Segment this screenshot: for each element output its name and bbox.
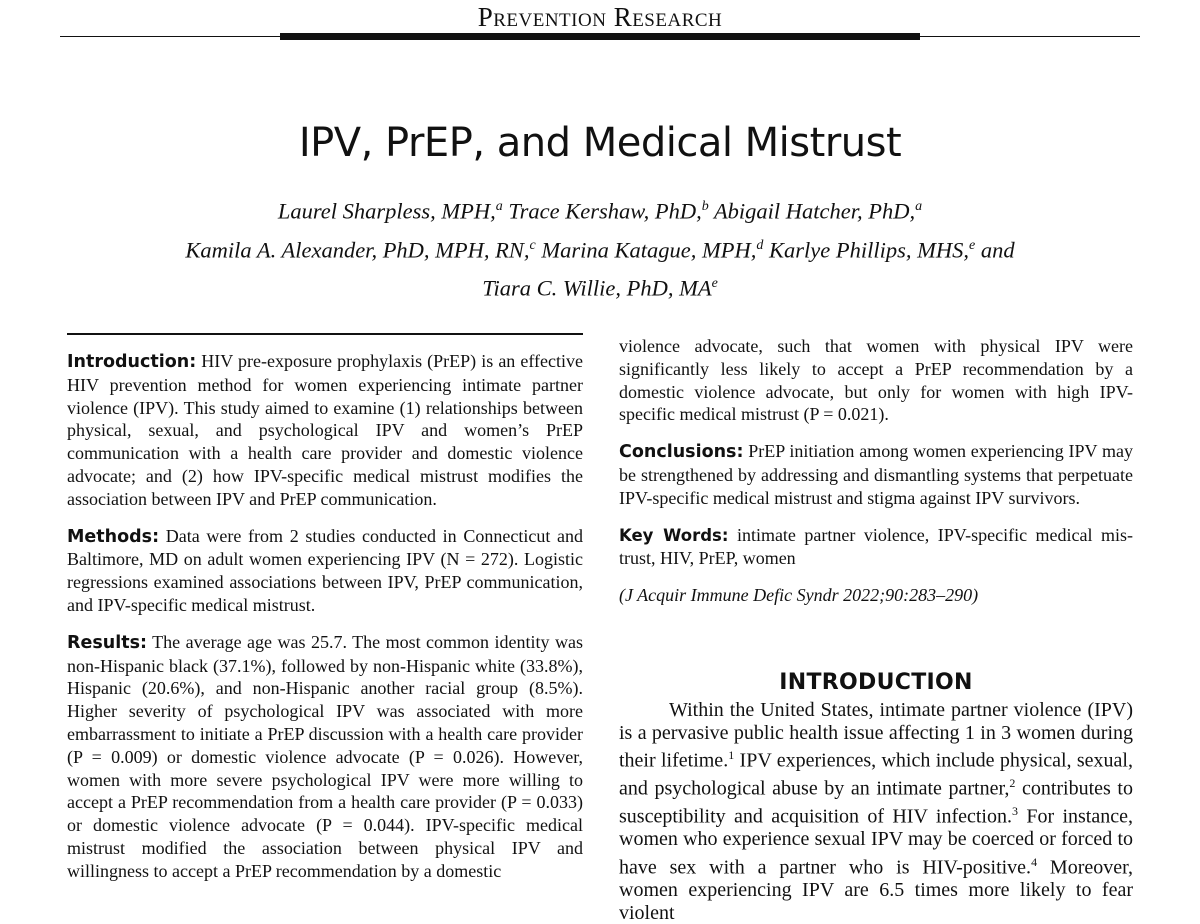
author-name: Marina Katague, MPH, [541,237,757,262]
article-title: IPV, PrEP, and Medical Mistrust [298,120,902,166]
author-name: Tiara C. Willie, PhD, MA [482,275,712,301]
author-affiliation: b [701,199,709,214]
author-name: Kamila A. Alexander, PhD, MPH, RN, [185,237,530,262]
abstract-results [67,631,583,883]
keywords-label: Key Words: [619,525,729,545]
author-name: Laurel Sharpless, MPH, [277,198,496,224]
abstract-introduction-label: Introduction: [67,352,197,372]
body-text: IPV experiences, which include physical, sexual, and psychological abuse by an intimate partner, [619,749,1133,800]
abstract-conclusions [619,440,1133,509]
reference-marker: 4 [1031,854,1038,869]
author-affiliation: e [711,276,718,291]
abstract-rule [67,333,583,335]
author-affiliation: e [968,237,976,253]
author-name: Karlye Phillips, MHS, [769,237,969,262]
introduction-paragraph [619,699,1133,924]
abstract-keywords [619,524,1133,571]
journal-citation: (J Acquir Immune Defic Syndr 2022;90:283–290) [619,585,979,606]
abstract-left-column [67,350,583,897]
abstract-methods [67,525,583,617]
abstract-methods-label: Methods: [67,526,160,547]
introduction-heading: INTRODUCTION [779,670,973,695]
abstract-introduction [67,350,583,511]
reference-marker: 1 [728,748,735,762]
section-header: Prevention Research [477,2,723,32]
abstract-right-column [619,335,1133,621]
abstract-results-text: The average age was 25.7. The most common identity was non-Hispanic black (37.1%), followed by non-Hispanic white (33.8%), Hispanic (20.6%), and non-Hispanic another racial group (8.5%). Higher severity of psychological IPV was associated with more embarrassment to initiate a PrEP discussion with a health care provider (P = 0.009) or domestic violence advocate (P = 0.026). However, women with more severe psychological IPV were more willing to accept a PrEP recommendation from a health care provider (P = 0.033) or domestic violence advocate (P = 0.044). IPV-specific medical mistrust modified the association between physical IPV and willingness to accept a PrEP recommendation by a domestic [67,631,583,881]
abstract-conclusions-text: PrEP initiation among women experiencing IPV may be strengthened by addressing and dismantling systems that perpetuate IPV-specific medical mistrust and stigma against IPV survivors. [619,441,1133,508]
body-text: For instance, women who experience sexual IPV may be coerced or forced to have sex with a partner who is HIV-positive. [619,805,1133,879]
body-text: Within the United States, intimate partner violence (IPV) is a pervasive public health issue affecting 1 in 3 women during their lifetime. [619,699,1133,772]
author-name: Trace Kershaw, PhD, [508,198,702,224]
abstract-results-label: Results: [67,632,147,653]
keywords-text: intimate partner violence, IPV-specific medical mis-trust, HIV, PrEP, women [619,524,1133,569]
reference-marker: 2 [1009,776,1016,791]
author-affiliation: a [495,199,503,214]
abstract-methods-text: Data were from 2 studies conducted in Connecticut and Baltimore, MD on adult women experiencing IPV (N = 272). Logistic regressions examined associations between IPV, PrEP communication, and IPV-specific medical mistrust. [67,525,583,615]
author-name: Abigail Hatcher, PhD, [713,198,916,224]
author-affiliation: c [529,237,536,253]
author-affiliation: d [756,237,764,253]
author-list [100,190,1100,306]
author-conjunction: and [980,237,1015,262]
author-affiliation: a [915,199,923,214]
abstract-results-continued: violence advocate, such that women with physical IPV were significantly less likely to accept a PrEP recommendation by a domestic violence advocate, but only for women with high IPV-specific medical mistrust (P = 0.021). [619,336,1133,425]
body-text: contributes to susceptibility and acquisition of HIV infection. [619,777,1133,828]
abstract-conclusions-label: Conclusions: [619,442,744,463]
abstract-introduction-text: HIV pre-exposure prophylaxis (PrEP) is an effective HIV prevention method for women experiencing intimate partner violence (IPV). This study aimed to examine (1) relationships between physical, sexual, and psychological IPV and women’s PrEP communication with a health care provider and domestic violence advocate; and (2) how IPV-specific medical mistrust modifies the association between IPV and PrEP communication. [67,351,584,509]
reference-marker: 3 [1011,804,1018,819]
header-rule [280,33,920,40]
body-text: Moreover, women experiencing IPV are 6.5 times more likely to fear violent [619,856,1133,924]
